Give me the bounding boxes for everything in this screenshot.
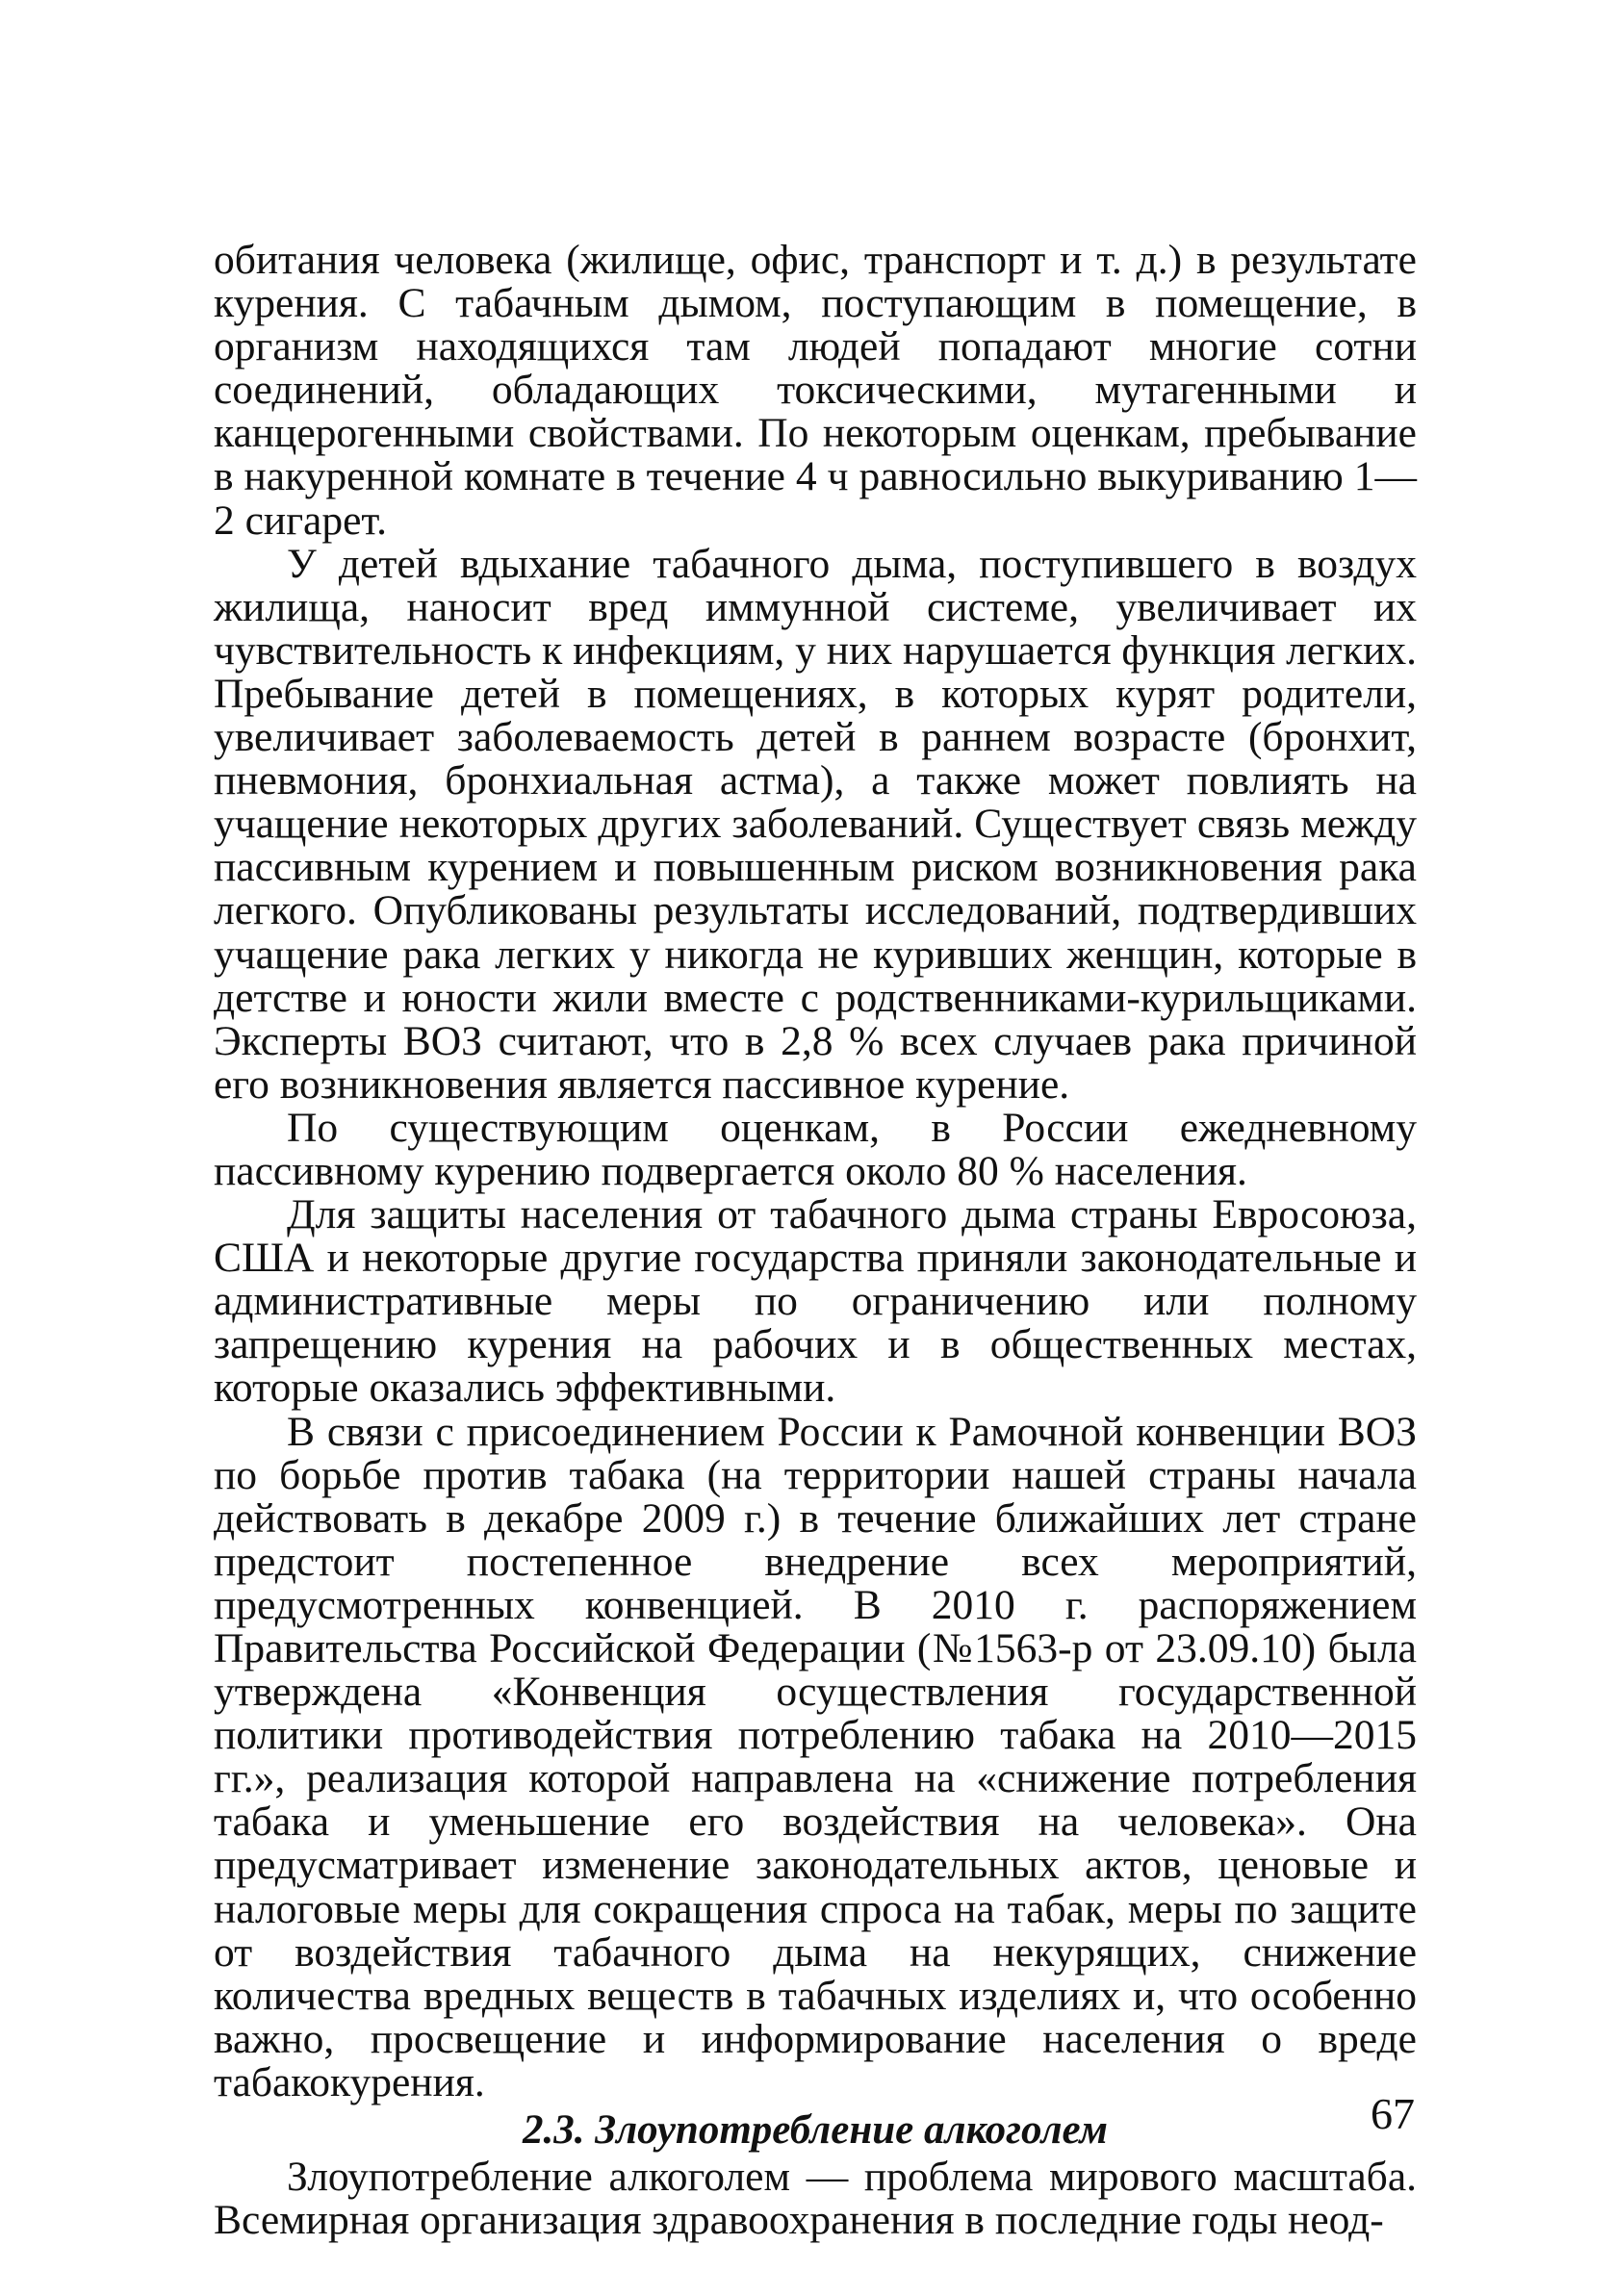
paragraph: Злоупотребление алкоголем — проблема мирового масштаба. Всемирная организация здравоохранения в последние годы неод- bbox=[214, 2154, 1417, 2244]
paragraph: По существующим оценкам, в России ежедневному пассивному курению подвергается около 80 % населения. bbox=[214, 1104, 1417, 1194]
paragraph: У детей вдыхание табачного дыма, поступившего в воздух жилища, наносит вред иммунной системе, увеличивает их чувствительность к инфекциям, у них нарушается функция легких. Пребывание детей в помещениях, в которых курят родители, увеличивает заболеваемость детей в раннем возрасте (бронхит, пневмония, бронхиальная астма), а также может повлиять на учащение некоторых других заболеваний. Существует связь между пассивным курением и повышенным риском возникновения рака легкого. Опубликованы результаты исследований, подтвердивших учащение рака легких у никогда не куривших женщин, которые в детстве и юности жили вместе с родственниками-курильщиками. Эксперты ВОЗ считают, что в 2,8 % всех случаев рака причиной его возникновения является пассивное курение. bbox=[214, 540, 1417, 1108]
section-heading: 2.3. Злоупотребление алкоголем bbox=[522, 2107, 1109, 2154]
paragraph: Для защиты населения от табачного дыма страны Евросоюза, США и некоторые другие государства приняли законодательные и административные меры по ограничению или полному запрещению курения на рабочих и в общественных местах, которые оказались эффективными. bbox=[214, 1191, 1417, 1412]
paragraph: обитания человека (жилище, офис, транспорт и т. д.) в результате курения. С табачным дымом, поступающим в помещение, в организм находящихся там людей попадают многие сотни соединений, обладающих токсическими, мутагенными и канцерогенными свойствами. По некоторым оценкам, пребывание в накуренной комнате в течение 4 ч равносильно выкуриванию 1—2 сигарет. bbox=[214, 237, 1417, 544]
paragraph: В связи с присоединением России к Рамочной конвенции ВОЗ по борьбе против табака (на территории нашей страны начала действовать в декабре 2009 г.) в течение ближайших лет стране предстоит постепенное внедрение всех мероприятий, предусмотренных конвенцией. В 2010 г. распоряжением Правительства Российской Федерации (№1563-р от 23.09.10) была утверждена «Конвенция осуществления государственной политики противодействия потреблению табака на 2010—2015 гг.», реализация которой направлена на «снижение потребления табака и уменьшение его воздействия на человека». Она предусматривает изменение законодательных актов, ценовые и налоговые меры для сокращения спроса на табак, меры по защите от воздействия табачного дыма на некурящих, снижение количества вредных веществ в табачных изделиях и, что особенно важно, просвещение и информирование населения о вреде табакокурения. bbox=[214, 1408, 1417, 2105]
page-number: 67 bbox=[1371, 2089, 1415, 2138]
body-text bbox=[214, 239, 1417, 2242]
